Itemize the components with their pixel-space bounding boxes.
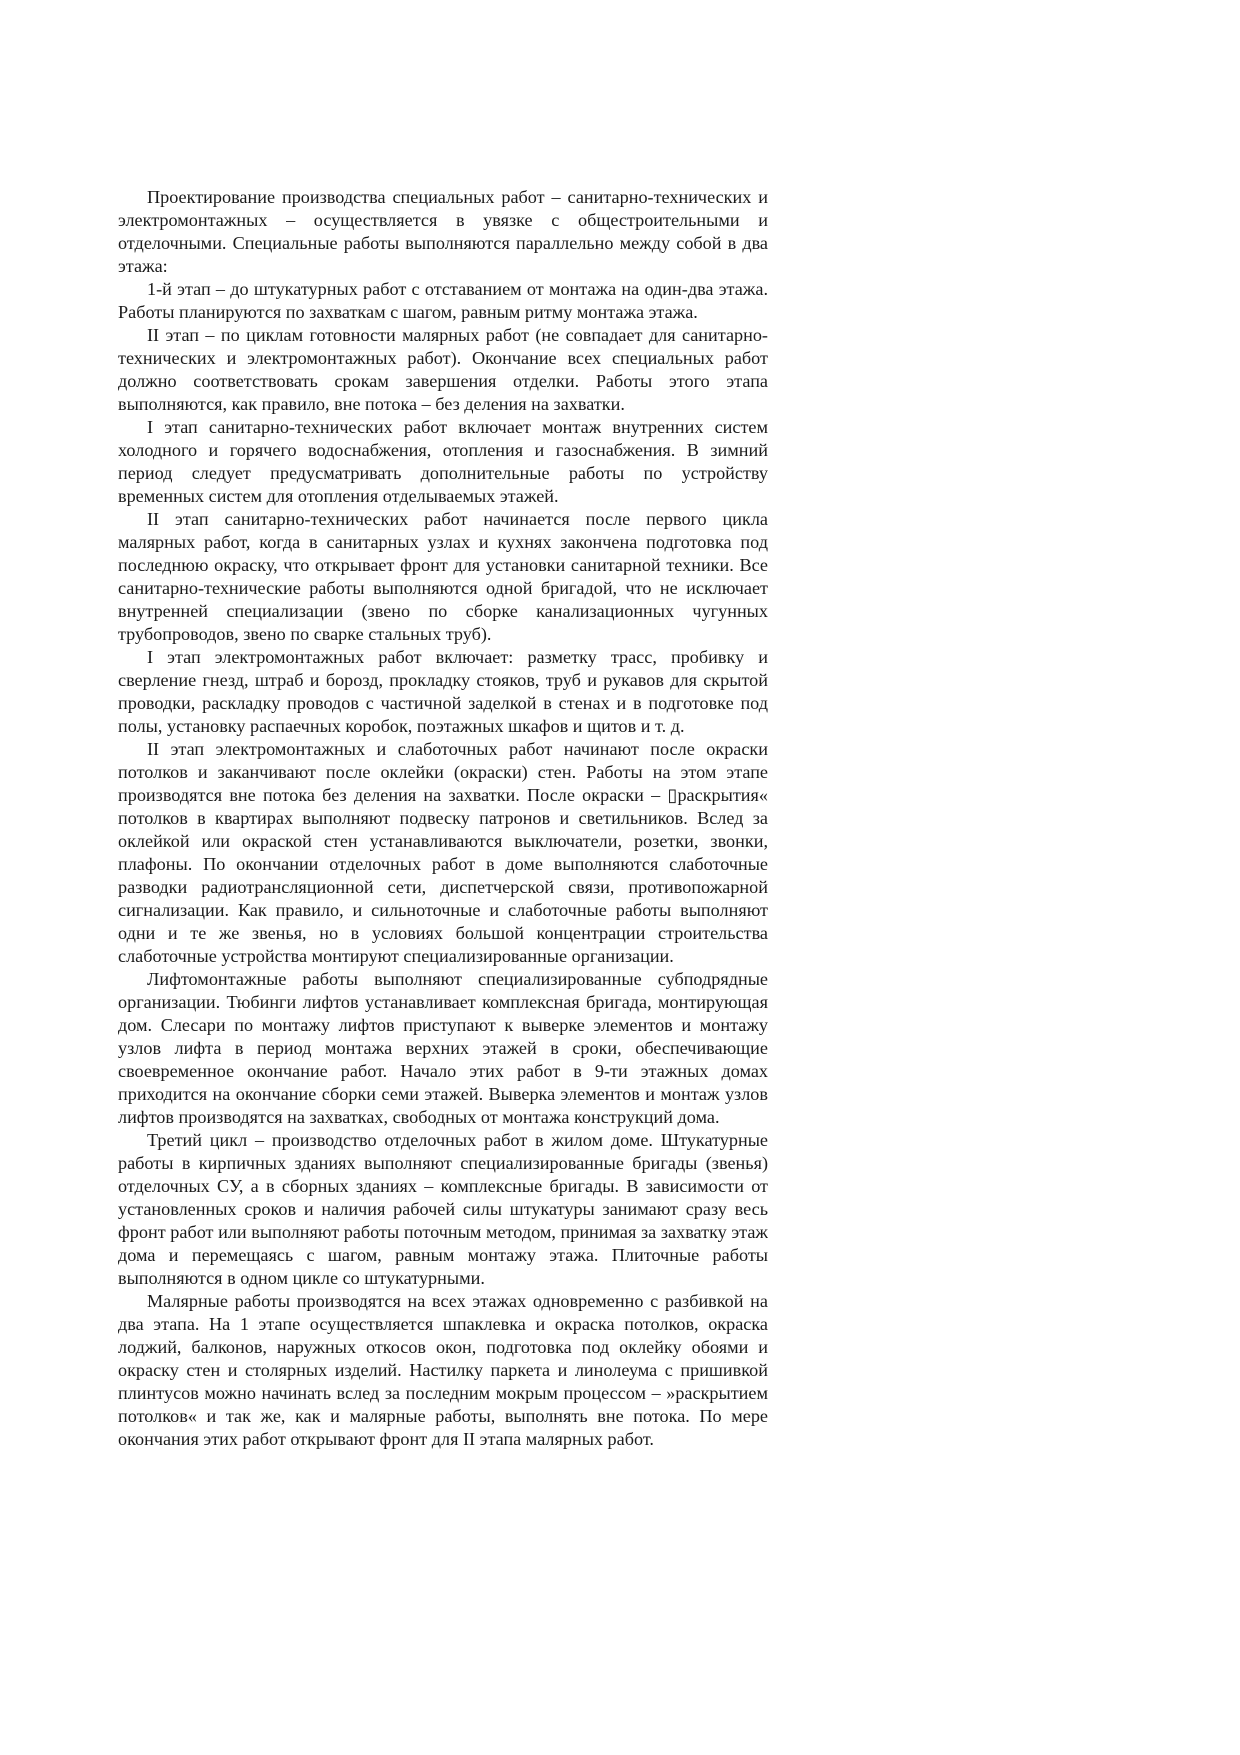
paragraph-plumbing-stage-1: I этап санитарно-технических работ включает монтаж внутренних систем холодного и горячего водоснабжения, отопления и газоснабжения. В зимний период следует предусматривать дополнительные работы по устройству временных систем для отопления отделываемых этажей.	[118, 417, 768, 506]
paragraph-stage-2: II этап – по циклам готовности малярных работ (не совпадает для санитарно-технических и электромонтажных работ). Окончание всех специальных работ должно соответствовать срокам завершения отделки. Работы этого этапа выполняются, как правило, вне потока – без деления на захватки.	[118, 325, 768, 414]
paragraph-plumbing-stage-2: II этап санитарно-технических работ начинается после первого цикла малярных работ, когда в санитарных узлах и кухнях закончена подготовка под последнюю окраску, что открывает фронт для установки санитарной техники. Все санитарно-технические работы выполняются одной бригадой, что не исключает внутренней специализации (звено по сборке канализационных чугунных трубопроводов, звено по сварке стальных труб).	[118, 509, 768, 644]
paragraph-electrical-stage-2: II этап электромонтажных и слаботочных работ начинают после окраски потолков и заканчивают после оклейки (окраски) стен. Работы на этом этапе производятся вне потока без деления на захватки. После окраски – ▯раскрытия« потолков в квартирах выполняют подвеску патронов и светильников. Вслед за оклейкой или окраской стен устанавливаются выключатели, розетки, звонки, плафоны. По окончании отделочных работ в доме выполняются слаботочные разводки радиотрансляционной сети, диспетчерской связи, противопожарной сигнализации. Как правило, и сильноточные и слаботочные работы выполняют одни и те же звенья, но в условиях большой концентрации строительства слаботочные устройства монтируют специализированные организации.	[118, 739, 768, 966]
body-text	[118, 186, 768, 1451]
paragraph-painting-works: Малярные работы производятся на всех этажах одновременно с разбивкой на два этапа. На 1 этапе осуществляется шпаклевка и окраска потолков, окраска лоджий, балконов, наружных откосов окон, подготовка под оклейку обоями и окраску стен и столярных изделий. Настилку паркета и линолеума с пришивкой плинтусов можно начинать вслед за последним мокрым процессом – »раскрытием потолков« и так же, как и малярные работы, выполнять вне потока. По мере окончания этих работ открывают фронт для II этапа малярных работ.	[118, 1291, 768, 1449]
paragraph-elevator-works: Лифтомонтажные работы выполняют специализированные субподрядные организации. Тюбинги лифтов устанавливает комплексная бригада, монтирующая дом. Слесари по монтажу лифтов приступают к выверке элементов и монтажу узлов лифта в период монтажа верхних этажей в сроки, обеспечивающие своевременное окончание работ. Начало этих работ в 9-ти этажных домах приходится на окончание сборки семи этажей. Выверка элементов и монтаж узлов лифтов производятся на захватках, свободных от монтажа конструкций дома.	[118, 969, 768, 1127]
paragraph-intro: Проектирование производства специальных работ – санитарно-технических и электромонтажных – осуществляется в увязке с общестроительными и отделочными. Специальные работы выполняются параллельно между собой в два этажа:	[118, 187, 768, 276]
paragraph-third-cycle: Третий цикл – производство отделочных работ в жилом доме. Штукатурные работы в кирпичных зданиях выполняют специализированные бригады (звенья) отделочных СУ, а в сборных зданиях – комплексные бригады. В зависимости от установленных сроков и наличия рабочей силы штукатуры занимают сразу весь фронт работ или выполняют работы поточным методом, принимая за захватку этаж дома и перемещаясь с шагом, равным монтажу этажа. Плиточные работы выполняются в одном цикле со штукатурными.	[118, 1130, 768, 1288]
paragraph-stage-1: 1-й этап – до штукатурных работ с отставанием от монтажа на один-два этажа. Работы планируются по захваткам с шагом, равным ритму монтажа этажа.	[118, 279, 768, 322]
paragraph-electrical-stage-1: I этап электромонтажных работ включает: разметку трасс, пробивку и сверление гнезд, штраб и борозд, прокладку стояков, труб и рукавов для скрытой проводки, раскладку проводов с частичной заделкой в стенах и в подготовке под полы, установку распаечных коробок, поэтажных шкафов и щитов и т. д.	[118, 647, 768, 736]
